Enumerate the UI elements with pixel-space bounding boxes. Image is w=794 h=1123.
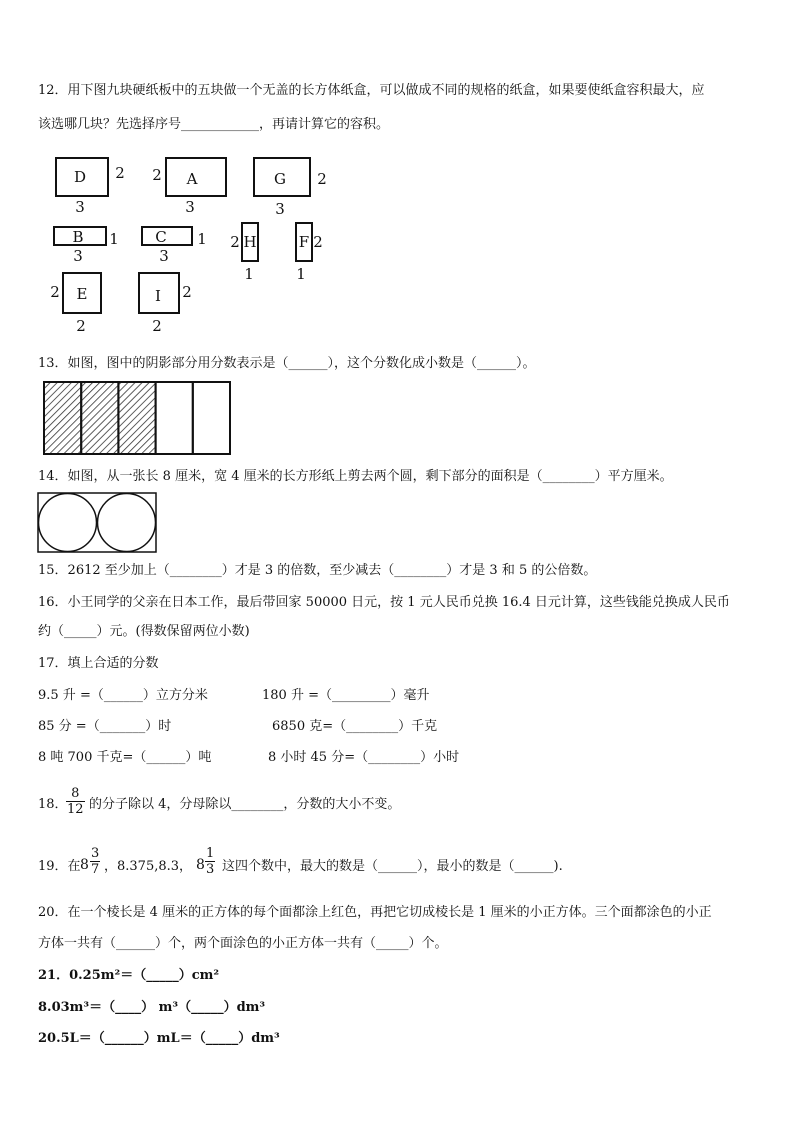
card-e-side: 2 [50,283,60,301]
q19-mixed2-num: 1 [206,846,215,861]
q17-title: 17．填上合适的分数 [38,656,159,671]
card-b-side: 1 [109,230,119,248]
q14-text: 14．如图，从一张长 8 厘米，宽 4 厘米的长方形纸上剪去两个圆，剩下部分的面积是（________）平方厘米。 [38,469,673,484]
card-h-bottom: 1 [244,265,254,283]
q17-row3-right: 8 小时 45 分=（________）小时 [268,750,460,765]
card-h-letter: H [243,233,257,251]
q12-line2: 该选哪几块？先选择序号____________，再请计算它的容积。 [38,117,390,132]
shaded-rectangle-figure [40,378,234,458]
q17-row2-left: 85 分 =（_______）时 [38,719,172,734]
q20-line2: 方体一共有（______）个，两个面涂色的小正方体一共有（_____）个。 [38,936,448,951]
card-f-bottom: 1 [296,265,306,283]
card-g-side: 2 [317,170,327,188]
q17-row3-left: 8 吨 700 千克=（______）吨 [38,750,212,765]
q17-row1-left: 9.5 升 =（______）立方分米 [38,688,208,703]
right-circle [98,494,156,552]
card-i-side: 2 [182,283,192,301]
q21-line3: 20.5L＝（______）mL＝（_____）dm³ [38,1031,280,1046]
card-b-letter: B [72,228,84,246]
card-h-side: 2 [230,233,240,251]
card-c-side: 1 [197,230,207,248]
card-d-side: 2 [115,164,125,182]
q19-prefix: 19．在 [38,859,81,874]
q19-mixed2-whole: 8 [196,857,205,873]
card-d-letter: D [73,168,87,186]
card-e-bottom: 2 [76,317,86,335]
q21-line1: 21．0.25m²＝（_____）cm² [38,968,220,983]
card-c-letter: C [155,228,167,246]
shaded-part [44,382,81,454]
card-i-bottom: 2 [152,317,162,335]
card-i-letter: I [155,287,161,305]
card-g-bottom: 3 [275,200,285,218]
q16-line1: 16．小王同学的父亲在日本工作，最后带回家 50000 日元，按 1 元人民币兑换 16.4 日元计算，这些钱能兑换成人民币 [38,595,730,610]
q19-middle: ，8.375,8.3， [104,859,193,874]
q19-mixed1-frac [90,846,100,877]
card-a-side: 2 [152,166,162,184]
q18-fraction [66,786,85,817]
q19-mixed1-den: 7 [91,862,100,877]
card-c [142,227,192,245]
cardboard-pieces-figure [40,148,340,338]
q21-line2: 8.03m³＝（____） m³（_____）dm³ [38,1000,266,1015]
q18-suffix: 的分子除以 4，分母除以________，分数的大小不变。 [89,797,401,812]
card-f-side: 2 [313,233,323,251]
q13-text: 13．如图，图中的阴影部分用分数表示是（______），这个分数化成小数是（______）。 [38,356,536,371]
card-f-letter: F [298,233,310,251]
q19-suffix: 这四个数中，最大的数是（______），最小的数是（______). [222,859,563,874]
card-a-bottom: 3 [185,198,195,216]
q20-line1: 20．在一个棱长是 4 厘米的正方体的每个面都涂上红色，再把它切成棱长是 1 厘米的小正方体。三个面都涂色的小正 [38,905,712,920]
q18-prefix: 18． [38,797,68,812]
q15-text: 15．2612 至少加上（________）才是 3 的倍数，至少减去（________）才是 3 和 5 的公倍数。 [38,563,597,578]
q17-row1-right: 180 升 =（_________）毫升 [262,688,430,703]
q19-mixed1-num: 3 [91,846,100,861]
unshaded-part [156,382,193,454]
rectangle-two-circles-figure [37,492,159,554]
card-g-letter: G [274,170,286,188]
card-e-letter: E [76,285,88,303]
shaded-part [118,382,155,454]
q19-mixed2-den: 3 [206,862,215,877]
card-b-bottom: 3 [73,247,83,265]
q16-line2: 约（_____）元。(得数保留两位小数) [38,624,250,639]
q19-mixed1-whole: 8 [80,857,89,873]
card-c-bottom: 3 [159,247,169,265]
q19-mixed2-frac [205,846,215,877]
q18-frac-num: 8 [66,786,85,802]
q18-frac-den: 12 [67,802,84,817]
card-a-letter: A [186,170,198,188]
shaded-part [81,382,118,454]
left-circle [39,494,97,552]
q17-row2-right: 6850 克=（________）千克 [272,719,438,734]
card-d-bottom: 3 [75,198,85,216]
unshaded-part [193,382,230,454]
q12-line1: 12．用下图九块硬纸板中的五块做一个无盖的长方体纸盒，可以做成不同的规格的纸盒，如果要使纸盒容积最大，应 [38,83,705,98]
